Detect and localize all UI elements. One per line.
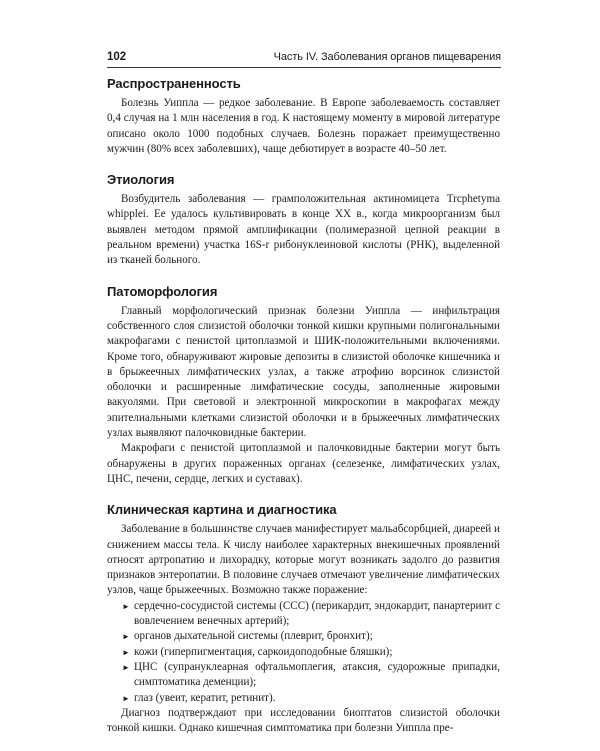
section-heading: Клиническая картина и диагностика bbox=[107, 502, 337, 518]
list-item-text: сердечно-сосудистой системы (ССС) (перикардит, эндокардит, панартериит с вовлечением венечных артерий); bbox=[134, 599, 500, 628]
section-heading: Этиология bbox=[107, 172, 175, 188]
list-item bbox=[107, 660, 500, 691]
list-item bbox=[107, 691, 500, 706]
page-number: 102 bbox=[107, 51, 127, 63]
section-heading: Распространенность bbox=[107, 76, 241, 91]
bullet-icon: ► bbox=[122, 693, 130, 703]
list-item-text: глаз (увеит, кератит, ретинит). bbox=[134, 691, 276, 704]
bullet-icon: ► bbox=[122, 647, 130, 657]
section-etiology bbox=[107, 172, 500, 268]
paragraph: Болезнь Уиппла — редкое заболевание. В Европе заболеваемость составляет 0,4 случая на 1 млн населения в год. К настоящему моменту в мировой литературе описано около 1000 подобных случаев. Болезнь поражает преимущественно мужчин (80% всех заболевших), чаще дебютирует в возрасте 40–50 лет. bbox=[107, 97, 500, 155]
list-item-text: органов дыхательной системы (плеврит, бронхит); bbox=[134, 630, 373, 643]
list-item-text: кожи (гиперпигментация, саркоидоподобные бляшки); bbox=[134, 645, 393, 658]
list-item bbox=[107, 629, 500, 644]
paragraph: Главный морфологический признак болезни Уиппла — инфильтрация собственного слоя слизистой оболочки тонкой кишки крупными полигональными макрофагами с пенистой цитоплазмой и ШИК-положительными включениями. Кроме того, обнаруживают жировые депозиты в слизистой оболочке кишечника и в брыжеечных лимфатических узлах, а также атрофию ворсинок слизистой оболочки и расширенные лимфатические сосуды, заполненные жировыми вакуолями. При световой и электронной микроскопии в макрофагах между эпителиальными клетками слизистой оболочки и в брыжеечных лимфатических узлах выявляют палочковидные бактерии. bbox=[107, 304, 500, 440]
paragraph: Возбудитель заболевания — грамположительная актиномицета Trcphetyma whipplei. Ее удалось культивировать в конце XX в., когда микроорганизм был выявлен методом прямой амплификации (полимеразной цепной реакции в реальном времени) участка 16S-r рибонуклеиновой кислоты (РНК), выделенной из тканей больного. bbox=[107, 193, 500, 267]
bullet-icon: ► bbox=[122, 662, 130, 672]
section-prevalence bbox=[107, 76, 500, 157]
bullet-icon: ► bbox=[122, 632, 130, 642]
bullet-icon: ► bbox=[122, 601, 130, 611]
bullet-list bbox=[107, 599, 500, 706]
part-title: Часть IV. Заболевания органов пищеварения bbox=[273, 51, 501, 63]
section-pathomorphology bbox=[107, 284, 500, 488]
running-head bbox=[107, 49, 501, 68]
section-heading: Патоморфология bbox=[107, 283, 218, 299]
paragraph: Заболевание в большинстве случаев манифестирует мальабсорбцией, диареей и снижением массы тела. К числу наиболее характерных внекишечных проявлений относят артропатию и лихорадку, которые могут возникать задолго до развития признаков энтеропатии. В половине случаев отмечают увеличение лимфатических узлов, чаще брыжеечных. Возможно также поражение: bbox=[107, 523, 500, 597]
paragraph: Диагноз подтверждают при исследовании биоптатов слизистой оболочки тонкой кишки. Однако кишечная симптоматика при болезни Уиппла пре- bbox=[107, 706, 500, 735]
main-text bbox=[107, 76, 500, 751]
list-item bbox=[107, 645, 500, 660]
section-clinical-picture bbox=[107, 502, 500, 736]
list-item bbox=[107, 599, 500, 630]
list-item-text: ЦНС (супрануклеарная офтальмоплегия, атаксия, судорожные припадки, симптоматика деменции); bbox=[134, 660, 500, 689]
paragraph: Макрофаги с пенистой цитоплазмой и палочковидные бактерии могут быть обнаружены в других пораженных органах (селезенке, лимфатических узлах, ЦНС, печени, сердце, легких и суставах). bbox=[107, 442, 500, 485]
